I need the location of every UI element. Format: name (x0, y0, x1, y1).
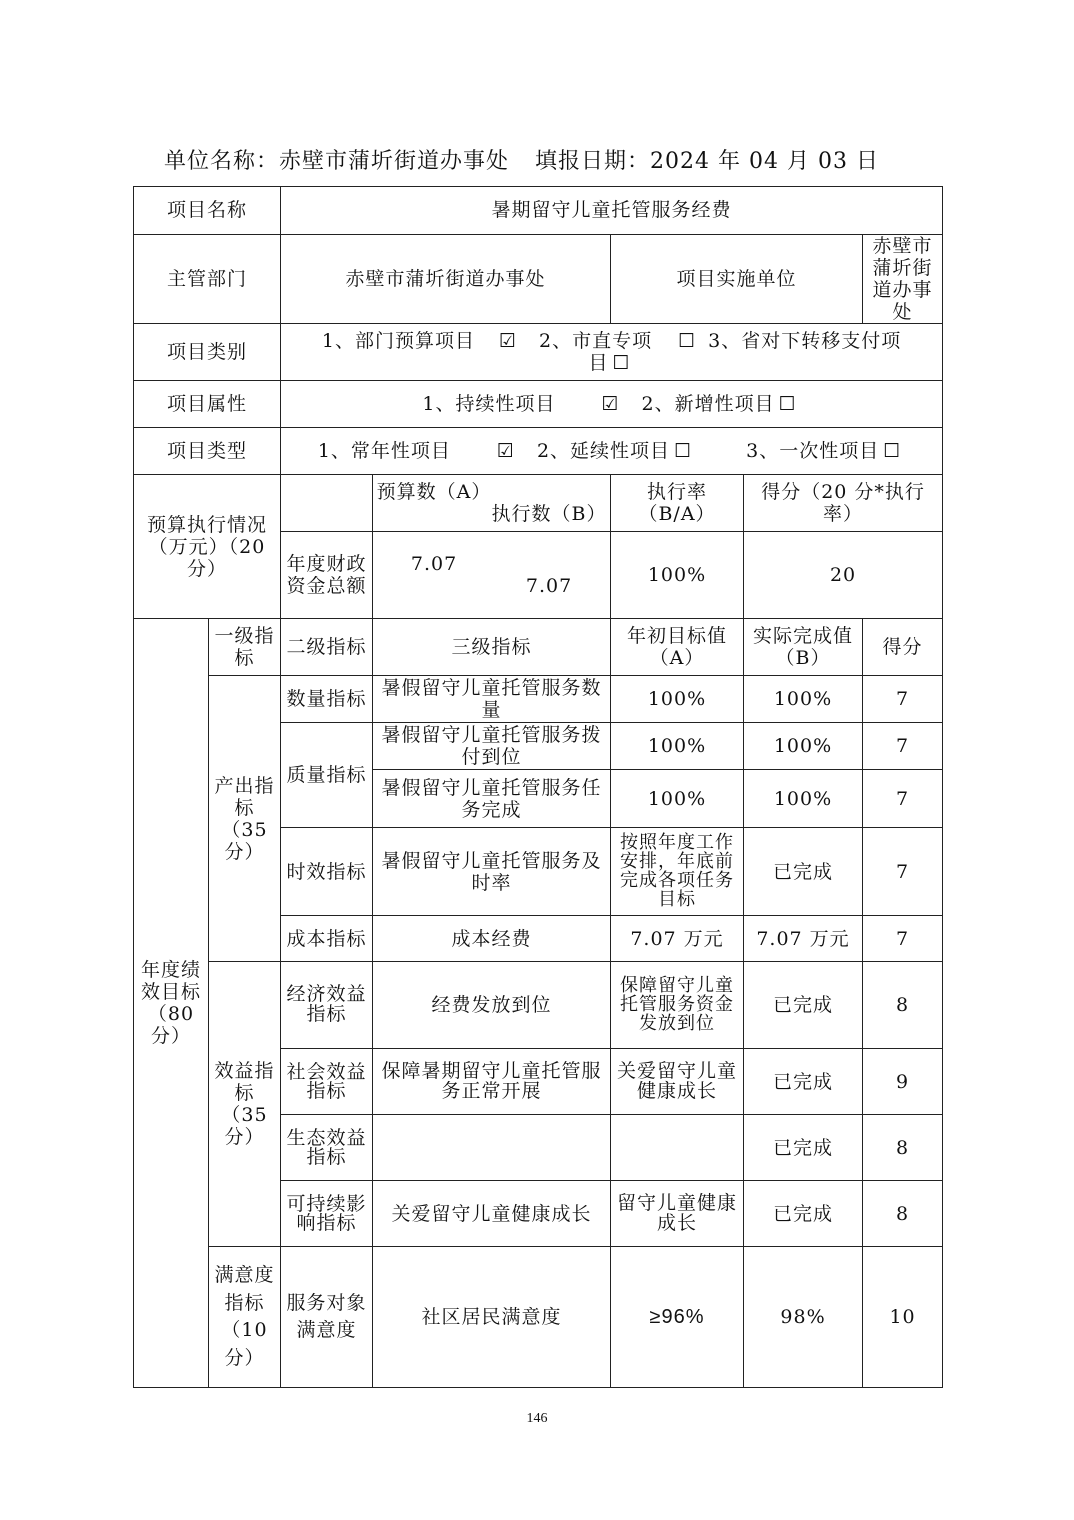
perf-label: 年度绩效目标（80分） (134, 619, 209, 1388)
col-score: 得分 (863, 619, 943, 676)
attr-options: 1、持续性项目 ☑ 2、新增性项目 ☐ (281, 381, 943, 428)
col-actual: 实际完成值（B） (744, 619, 863, 676)
budget-col-score: 得分（20 分*执行率） (744, 475, 943, 532)
row-project-name (134, 187, 943, 235)
row-department (134, 235, 943, 324)
table-row: 可持续影响指标 关爱留守儿童健康成长 留守儿童健康成长 已完成 8 (134, 1181, 943, 1247)
table-row: 时效指标 暑假留守儿童托管服务及时率 按照年度工作安排，年底前完成各项任务目标 已完成 7 (134, 828, 943, 916)
type-options: 1、常年性项目 ☑ 2、延续性项目 ☐ 3、一次性项目 ☐ (281, 428, 943, 475)
budget-col-rate: 执行率（B/A） (611, 475, 744, 532)
row-attribute (134, 381, 943, 428)
performance-table (133, 186, 943, 1388)
table-row: 产出指标（35分） 数量指标 暑假留守儿童托管服务数量 100% 100% 7 (134, 676, 943, 723)
checked-checkbox-icon: ☑ (601, 393, 620, 416)
row-budget-head (134, 475, 943, 532)
col-level1: 一级指标 (209, 619, 281, 676)
col-level2: 二级指标 (281, 619, 373, 676)
page-number: 146 (526, 1411, 548, 1426)
impl-label: 项目实施单位 (611, 235, 863, 324)
budget-score: 20 (744, 532, 943, 619)
project-name-value: 暑期留守儿童托管服务经费 (281, 187, 943, 235)
category-label: 项目类别 (134, 324, 281, 381)
output-label: 产出指标（35分） (209, 676, 281, 962)
unchecked-checkbox-icon: ☐ (674, 440, 693, 463)
unchecked-checkbox-icon: ☐ (883, 440, 902, 463)
row-type (134, 428, 943, 475)
row-perf-head (134, 619, 943, 676)
fill-date: 填报日期：2024 年 04 月 03 日 (535, 149, 879, 174)
table-row: 质量指标 暑假留守儿童托管服务拨付到位 100% 100% 7 (134, 723, 943, 770)
type-label: 项目类型 (134, 428, 281, 475)
table-row: 生态效益指标 已完成 8 (134, 1115, 943, 1181)
dept-value: 赤壁市蒲圻街道办事处 (281, 235, 611, 324)
benefit-label: 效益指标（35分） (209, 962, 281, 1247)
category-options: 1、部门预算项目 ☑ 2、市直专项 ☐ 3、省对下转移支付项 目 ☐ (281, 324, 943, 381)
budget-col-a: 预算数（A） 执行数（B） (373, 475, 611, 532)
table-row: 社会效益指标 保障暑期留守儿童托管服务正常开展 关爱留守儿童健康成长 已完成 9 (134, 1049, 943, 1115)
table-row: 效益指标（35分） 经济效益指标 经费发放到位 保障留守儿童托管服务资金发放到位 已完成 8 (134, 962, 943, 1049)
budget-row-label: 年度财政资金总额 (281, 532, 373, 619)
col-target: 年初目标值（A） (611, 619, 744, 676)
impl-value: 赤壁市蒲圻街道办事处 (863, 235, 943, 324)
unit-name: 单位名称：赤壁市蒲圻街道办事处 (164, 149, 510, 174)
checked-checkbox-icon: ☑ (496, 440, 515, 463)
unchecked-checkbox-icon: ☐ (778, 393, 797, 416)
satisfaction-label: 满意度指标（10分） (209, 1247, 281, 1388)
table-row: 满意度指标（10分） 服务对象满意度 社区居民满意度 ≥96% 98% 10 (134, 1247, 943, 1388)
checked-checkbox-icon: ☑ (498, 330, 517, 353)
col-level3: 三级指标 (373, 619, 611, 676)
budget-values-ab: 7.07 7.07 (373, 532, 611, 619)
project-name-label: 项目名称 (134, 187, 281, 235)
attr-label: 项目属性 (134, 381, 281, 428)
budget-rate: 100% (611, 532, 744, 619)
unchecked-checkbox-icon: ☐ (678, 330, 697, 353)
table-row: 成本指标 成本经费 7.07 万元 7.07 万元 7 (134, 916, 943, 962)
row-category (134, 324, 943, 381)
dept-label: 主管部门 (134, 235, 281, 324)
form-header (164, 144, 879, 175)
table-row: 暑假留守儿童托管服务任务完成 100% 100% 7 (134, 770, 943, 828)
budget-label: 预算执行情况（万元）（20 分） (134, 475, 281, 619)
unchecked-checkbox-icon: ☐ (612, 352, 631, 375)
budget-empty-cell (281, 475, 373, 532)
